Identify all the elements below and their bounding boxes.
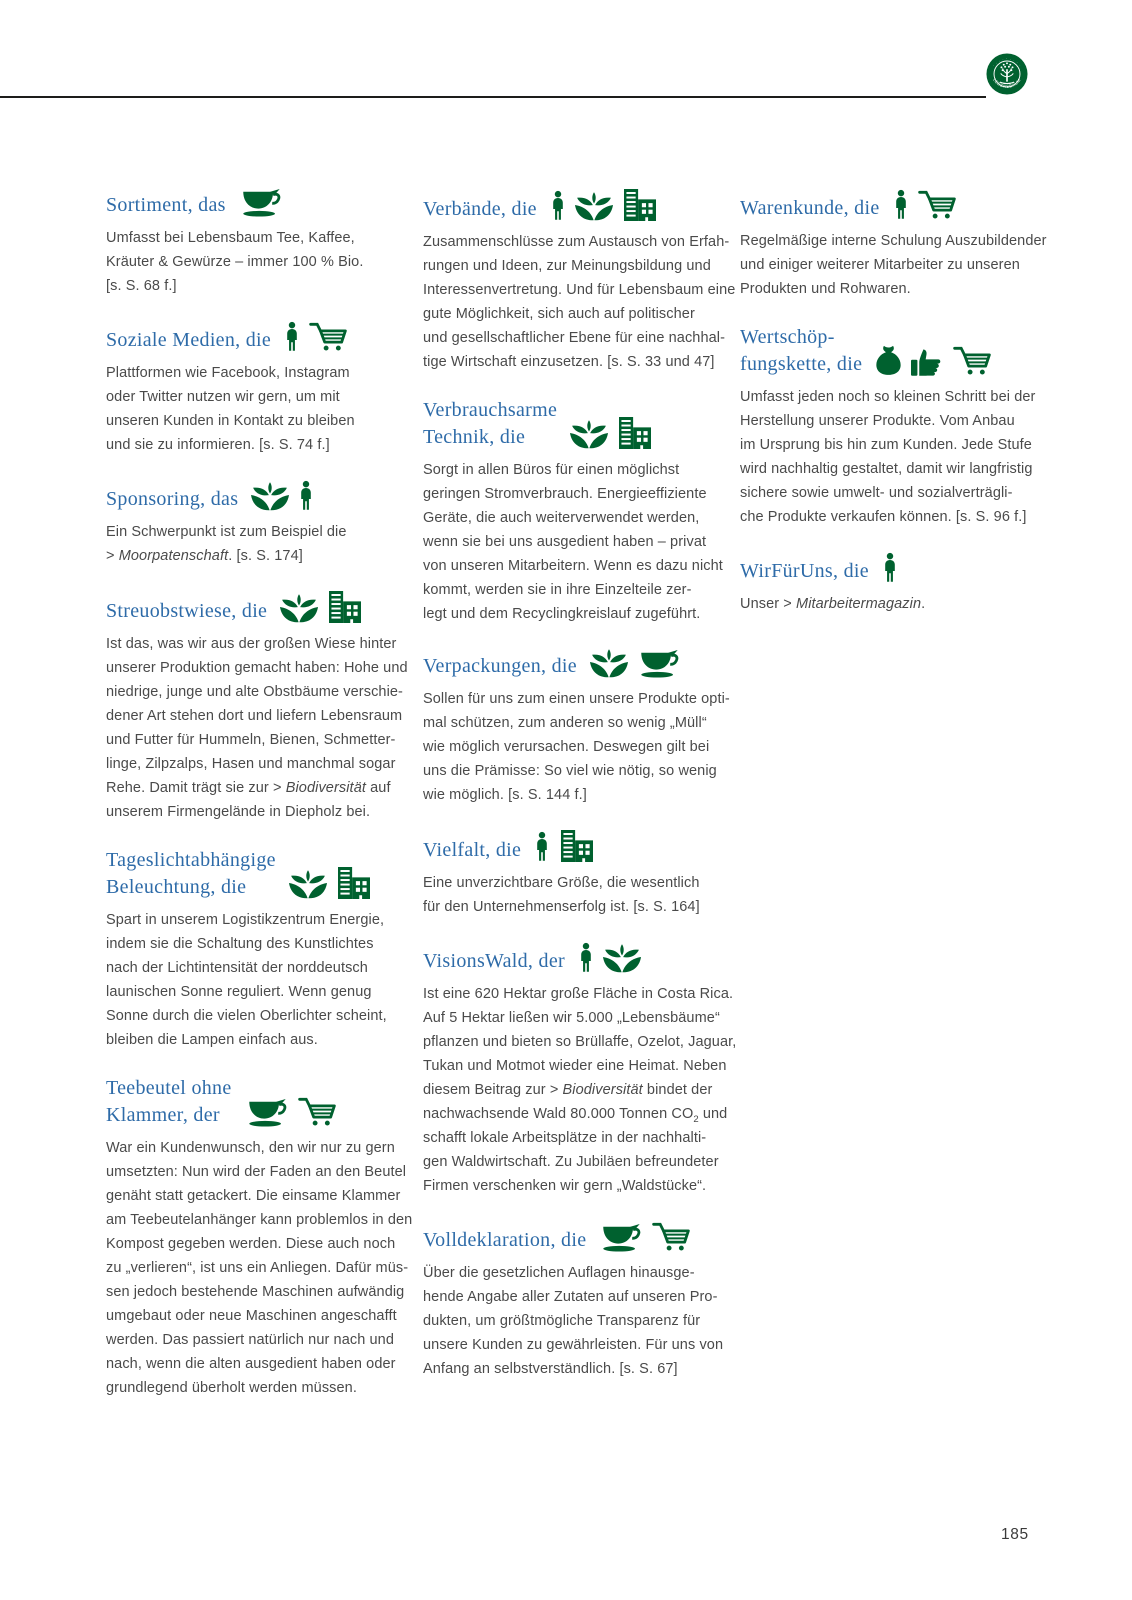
term-icons: [590, 649, 681, 680]
person-icon: [534, 831, 550, 862]
shopping-cart-icon: [298, 1096, 336, 1127]
entry-header: [106, 1075, 412, 1129]
person-icon: [882, 552, 898, 583]
person-icon: [578, 942, 594, 973]
entry-header: [423, 1221, 729, 1254]
shopping-cart-icon: [652, 1221, 690, 1252]
definition-text: Ist das, was wir aus der großen Wiese hinter unserer Produktion gemacht haben: Hohe und niedrige, junge und alte Obstbäume verschie- dener Art stehen dort und liefern Lebensraum und Futter für Hummeln, Bienen, Schmetter- linge, Zilpzalps, Hasen und manchmal sogar Rehe. Damit trägt sie zur > Biodiversität auf unserem Firmengelände in Diepholz bei.: [106, 636, 408, 820]
entry-header: [740, 324, 1046, 378]
term-icons: [599, 1221, 690, 1254]
person-icon: [550, 190, 566, 221]
definition-text: Eine unverzichtbare Größe, die wesentlich für den Unternehmenserfolg ist. [s. S. 164]: [423, 875, 700, 915]
teacup-icon: [245, 1099, 289, 1127]
glossary-entry: [106, 1075, 412, 1400]
definition-text: Umfasst bei Lebensbaum Tee, Kaffee, Kräuter & Gewürze – immer 100 % Bio. [s. S. 68 f.]: [106, 230, 364, 294]
glossary-entry: [423, 1221, 729, 1381]
term-icons: [570, 417, 653, 451]
term-heading: Warenkunde, die: [740, 197, 880, 219]
glossary-entry: [106, 321, 412, 457]
term-heading: WirFürUns, die: [740, 560, 869, 582]
glossary-entry: [106, 847, 412, 1052]
glossary-entry: [106, 189, 412, 298]
top-divider-rule: [0, 96, 986, 98]
definition-text: Über die gesetzlichen Auflagen hinausge- hende Angabe aller Zutaten auf unseren Pro- dukten, um größtmögliche Transparenz für unsere Kunden zu gewährleisten. Für uns von Anfang an selbstverständlich. [s. S. 67]: [423, 1265, 724, 1377]
page-number: 185: [1001, 1526, 1029, 1543]
glossary-column-1: [106, 189, 412, 1423]
term-heading: Wertschöp- fungskette, die: [740, 326, 863, 375]
svg-text:· · · · · · · ·: · · · · · · · · ·: [991, 57, 1023, 68]
shopping-cart-icon: [953, 345, 991, 376]
teacup-icon: [239, 189, 283, 217]
person-icon: [893, 189, 909, 220]
term-heading: Vielfalt, die: [423, 839, 522, 861]
term-icons: [289, 867, 372, 901]
plant-icon: [590, 649, 628, 678]
definition-text: Ein Schwerpunkt ist zum Beispiel die > Moorpatenschaft. [s. S. 174]: [106, 524, 347, 564]
definition-text: Spart in unserem Logistikzentrum Energie, indem sie die Schaltung des Kunstlichtes nach der Lichtintensität der norddeutsch launischen Sonne reguliert. Wenn genug Sonne durch die vielen Oberlichter scheint, bleiben die Lampen einfach aus.: [106, 912, 387, 1048]
term-heading: Sortiment, das: [106, 194, 226, 216]
term-icons: [251, 480, 314, 513]
entry-header: [423, 830, 729, 864]
glossary-entry: [740, 189, 1046, 301]
definition-text: Umfasst jeden noch so kleinen Schritt bei der Herstellung unserer Produkte. Vom Anbau im Ursprung bis hin zum Kunden. Jede Stufe wird nachhaltig gestaltet, damit wir langfristig sichere sowie umwelt- und sozialverträgli- che Produkte verkaufen können. [s. S. 96 f.]: [740, 389, 1036, 525]
plant-icon: [570, 420, 608, 449]
term-icons: [578, 942, 641, 975]
definition-text: War ein Kundenwunsch, den wir nur zu gern umsetzten: Nun wird der Faden an den Beutel genäht statt getackert. Die einsame Klammer am Teebeutelanhänger kann problemlos in den Kompost gegeben werden. Diese auch noch zu „verlieren“, ist uns ein Anliegen. Dafür müs- sen jedoch bestehende Maschinen aufwändig umgebaut oder neue Maschinen angeschafft werden. Das passiert natürlich nur nach und nach, wenn die alten ausgedient haben oder grundlegend überholt werden müssen.: [106, 1140, 413, 1396]
definition-text: Zusammenschlüsse zum Austausch von Erfah- rungen und Ideen, zur Meinungsbildung und Interessenvertretung. Und für Lebensbaum eine gute Möglichkeit, sich auch auf politischer und gesellschaftlicher Ebene für eine nachhal- tige Wirtschaft einzusetzen. [s. S. 33 und 47]: [423, 234, 736, 370]
entry-header: [106, 321, 412, 354]
entry-header: [423, 649, 729, 680]
building-icon: [622, 189, 658, 221]
term-heading: Sponsoring, das: [106, 488, 239, 510]
term-heading: Teebeutel ohne Klammer, der: [106, 1077, 232, 1126]
definition-text: Sorgt in allen Büros für einen möglichst geringen Stromverbrauch. Energieeffiziente Geräte, die auch weiterverwendet werden, wenn sie bei uns ausgedient haben – privat von unseren Mitarbeitern. Wenn es dazu nicht kommt, werden sie in ihre Einzelteile zer- legt und dem Recyclingkreislauf zugeführt.: [423, 462, 723, 622]
definition-text: Unser > Mitarbeitermagazin.: [740, 596, 926, 612]
thumbs-up-icon: [911, 348, 944, 376]
teacup-icon: [599, 1224, 643, 1252]
glossary-entry: [740, 552, 1046, 616]
term-icons: [893, 189, 956, 222]
plant-icon: [289, 870, 327, 899]
term-heading: Streuobstwiese, die: [106, 600, 268, 622]
lebensbaum-logo: [986, 53, 1028, 95]
person-icon: [298, 480, 314, 511]
term-heading: VisionsWald, der: [423, 950, 565, 972]
glossary-column-3: [740, 189, 1046, 639]
lebensbaum-logo-icon: [986, 53, 1028, 95]
term-icons: [284, 321, 347, 354]
glossary-entry: [106, 480, 412, 568]
term-icons: [280, 591, 363, 625]
building-icon: [327, 591, 363, 623]
term-icons: [534, 830, 595, 864]
definition-text: Ist eine 620 Hektar große Fläche in Costa Rica. Auf 5 Hektar ließen wir 5.000 „Lebensbäume“ pflanzen und bieten so Brüllaffe, Ozelot, Jaguar, Tukan und Motmot wieder eine Heimat. Neben diesem Beitrag zur > Biodiversität bindet der nachwachsende Wald 80.000 Tonnen $CO_2$ und schafft lokale Arbeitsplätze in der nachhalti- gen Waldwirtschaft. Zu Jubiläen befreundeter Firmen verschenken wir gern „Waldstücke“.: [423, 986, 737, 1194]
term-heading: Tageslichtabhängige Beleuchtung, die: [106, 849, 276, 898]
term-heading: Verbände, die: [423, 198, 537, 220]
glossary-entry: [740, 324, 1046, 529]
entry-header: [423, 942, 729, 975]
shopping-cart-icon: [309, 321, 347, 352]
definition-text: Regelmäßige interne Schulung Auszubildender und einiger weiterer Mitarbeiter zu unseren Produkten und Rohwaren.: [740, 233, 1047, 297]
glossary-entry: [423, 830, 729, 919]
plant-icon: [251, 482, 289, 511]
glossary-entry: [423, 649, 729, 807]
building-icon: [559, 830, 595, 862]
logo-arc-text: LEBENSBAUM: [992, 77, 1022, 89]
plant-icon: [603, 944, 641, 973]
plant-icon: [280, 594, 318, 623]
entry-header: [106, 480, 412, 513]
definition-text: Sollen für uns zum einen unsere Produkte opti- mal schützen, zum anderen so wenig „Müll“ wie möglich verursachen. Deswegen gilt bei uns die Prämisse: So viel wie nötig, so wenig wie möglich. [s. S. 144 f.]: [423, 691, 730, 803]
term-icons: [882, 552, 898, 585]
glossary-entry: [423, 397, 729, 626]
entry-header: [740, 552, 1046, 585]
glossary-column-2: [423, 189, 737, 1404]
term-icons: [550, 189, 658, 223]
term-heading: Soziale Medien, die: [106, 329, 272, 351]
term-heading: Volldeklaration, die: [423, 1229, 587, 1251]
shopping-cart-icon: [918, 189, 956, 220]
entry-header: [423, 189, 729, 223]
term-heading: Verbrauchsarme Technik, die: [423, 399, 558, 448]
teacup-icon: [637, 650, 681, 678]
term-icons: [875, 345, 991, 378]
definition-text: Plattformen wie Facebook, Instagram oder Twitter nutzen wir gern, um mit unseren Kunden in Kontakt zu bleiben und sie zu informieren. [s. S. 74 f.]: [106, 365, 355, 453]
money-sack-icon: [875, 345, 902, 376]
building-icon: [617, 417, 653, 449]
glossary-entry: [106, 591, 412, 824]
glossary-entry: [423, 942, 737, 1198]
term-icons: [239, 189, 283, 219]
entry-header: [106, 847, 412, 901]
entry-header: [423, 397, 729, 451]
term-heading: Verpackungen, die: [423, 655, 577, 677]
entry-header: [740, 189, 1046, 222]
person-icon: [284, 321, 300, 352]
plant-icon: [575, 192, 613, 221]
glossary-entry: [423, 189, 736, 374]
building-icon: [336, 867, 372, 899]
entry-header: [106, 189, 412, 219]
term-icons: [245, 1096, 336, 1129]
entry-header: [106, 591, 412, 625]
